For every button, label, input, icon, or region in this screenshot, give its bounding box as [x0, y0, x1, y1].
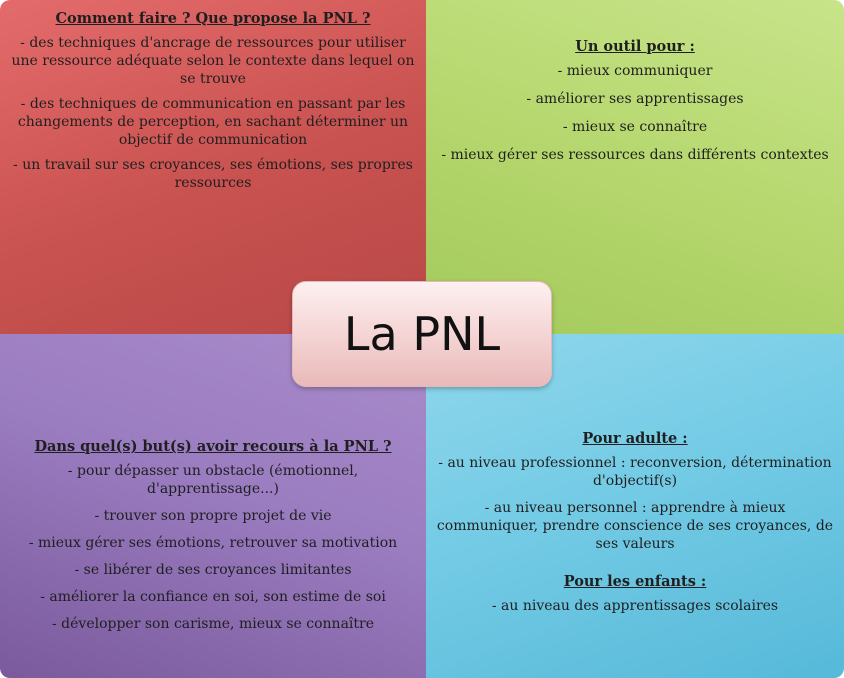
quadrant-tool-heading: Un outil pour : — [575, 38, 695, 55]
quadrant-purpose-item: - améliorer la confiance en soi, son estime de soi — [40, 589, 386, 605]
quadrant-how-item: - des techniques d'ancrage de ressources pour utiliser une ressource adéquate selon le contexte dans lequel on se trouve — [11, 35, 415, 87]
adult-item: - au niveau personnel : apprendre à mieux communiquer, prendre conscience de ses croyances, de ses valeurs — [436, 500, 834, 552]
quadrant-tool-item: - améliorer ses apprentissages — [526, 91, 744, 107]
quadrant-how-item: - des techniques de communication en passant par les changements de perception, en sachant déterminer un objectif de communication — [17, 96, 409, 148]
quadrant-purpose-item: - trouver son propre projet de vie — [94, 508, 332, 524]
quadrant-purpose-item: - pour dépasser un obstacle (émotionnel, d'apprentissage...) — [67, 463, 359, 497]
quadrant-purpose-item: - développer son carisme, mieux se connaître — [51, 616, 374, 632]
quadrant-tool-item: - mieux communiquer — [557, 63, 713, 79]
quadrant-purpose-heading: Dans quel(s) but(s) avoir recours à la PNL ? — [34, 438, 392, 455]
adult-heading: Pour adulte : — [582, 430, 688, 447]
quadrant-purpose-item: - mieux gérer ses émotions, retrouver sa motivation — [28, 535, 398, 551]
adult-item: - au niveau professionnel : reconversion, détermination d'objectif(s) — [438, 455, 832, 489]
quadrant-tool-item: - mieux se connaître — [562, 119, 708, 135]
center-title-box — [292, 281, 552, 387]
children-item: - au niveau des apprentissages scolaires — [491, 598, 779, 614]
center-title: La PNL — [343, 307, 501, 361]
children-heading: Pour les enfants : — [563, 573, 707, 590]
quadrant-tool-item: - mieux gérer ses ressources dans différents contextes — [441, 147, 829, 163]
quadrant-how-heading: Comment faire ? Que propose la PNL ? — [55, 10, 371, 27]
quadrant-purpose-item: - se libérer de ses croyances limitantes — [74, 562, 352, 578]
quadrant-how-item: - un travail sur ses croyances, ses émotions, ses propres ressources — [13, 157, 413, 191]
